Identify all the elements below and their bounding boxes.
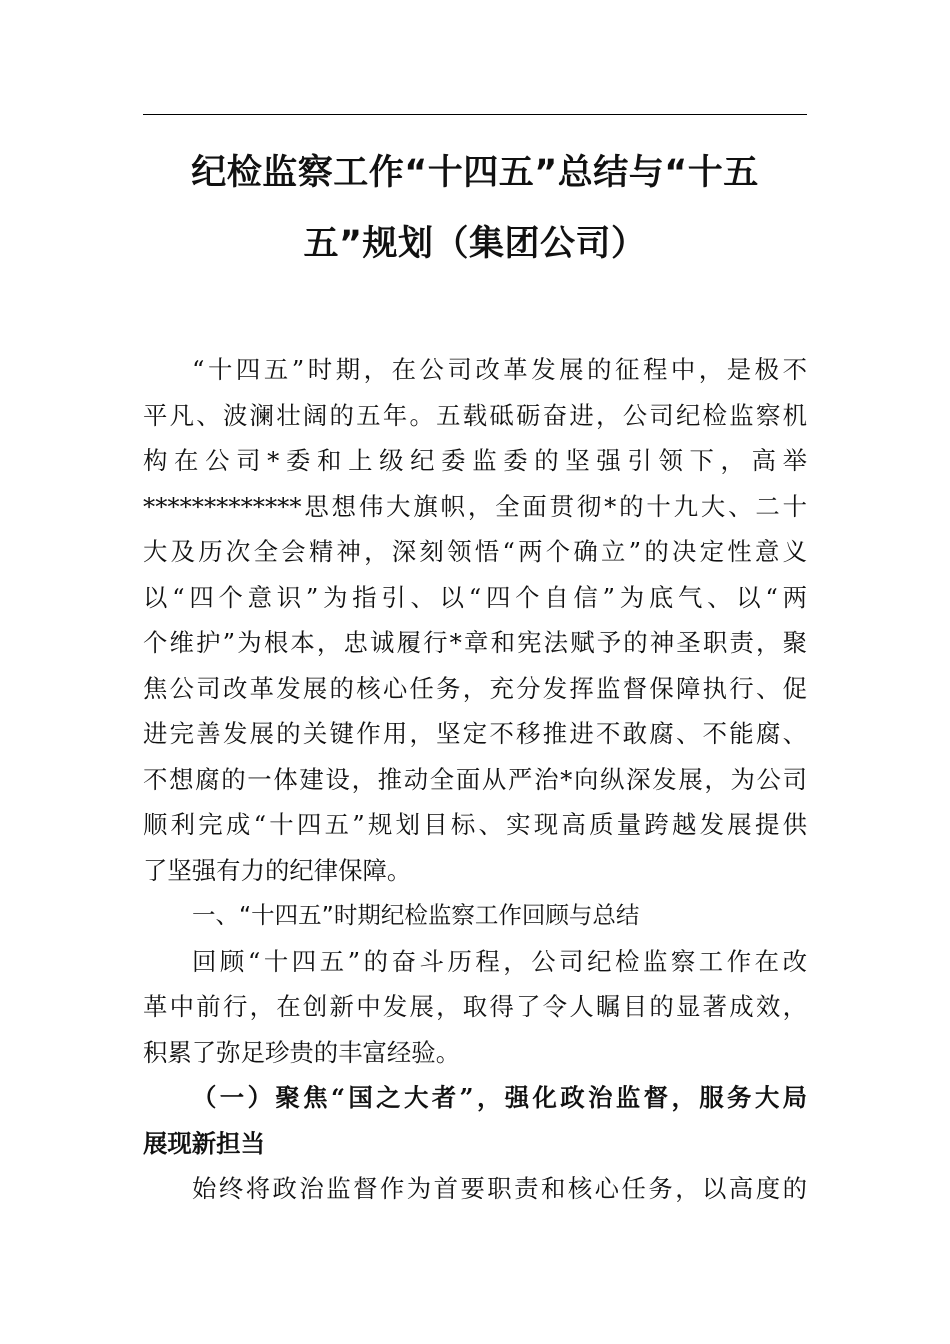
text-line: 革中前行，在创新中发展，取得了令人瞩目的显著成效， — [143, 992, 807, 1021]
text-line: 始终将政治监督作为首要职责和核心任务，以高度的 — [192, 1174, 807, 1203]
text-line: 了坚强有力的纪律保障。 — [143, 855, 412, 885]
document-body — [143, 347, 807, 1212]
paragraph-political-supervision — [143, 1166, 807, 1212]
document-title — [143, 138, 807, 280]
section-heading: 一、“十四五”时期纪检监察工作回顾与总结 — [192, 901, 640, 929]
text-line: 顺利完成“十四五”规划目标、实现高质量跨越发展提供 — [143, 810, 807, 839]
title-line-2: 五”规划（集团公司） — [303, 224, 647, 264]
text-line: “十四五”时期，在公司改革发展的征程中，是极不 — [192, 355, 807, 384]
text-line: 积累了弥足珍贵的丰富经验。 — [143, 1037, 461, 1067]
text-line: *************思想伟大旗帜，全面贯彻*的十九大、二十 — [143, 491, 807, 521]
text-line: 大及历次全会精神，深刻领悟“两个确立”的决定性意义 — [143, 537, 807, 566]
text-line: 不想腐的一体建设，推动全面从严治*向纵深发展，为公司 — [143, 764, 807, 794]
text-line: 构在公司*委和上级纪委监委的坚强引领下，高举 — [143, 446, 807, 475]
text-line: 进完善发展的关键作用，坚定不移推进不敢腐、不能腐、 — [143, 719, 807, 748]
paragraph-intro — [143, 347, 807, 893]
text-line: 展现新担当 — [143, 1128, 265, 1158]
text-line: （一）聚焦“国之大者”，强化政治监督，服务大局 — [192, 1083, 807, 1112]
text-line: 以“四个意识”为指引、以“四个自信”为底气、以“两 — [143, 582, 807, 612]
header-rule — [143, 114, 807, 115]
title-line-1: 纪检监察工作“十四五”总结与“十五 — [191, 153, 759, 193]
text-line: 个维护”为根本，忠诚履行*章和宪法赋予的神圣职责，聚 — [143, 628, 807, 657]
text-line: 平凡、波澜壮阔的五年。五载砥砺奋进，公司纪检监察机 — [143, 400, 807, 430]
text-line: 焦公司改革发展的核心任务，充分发挥监督保障执行、促 — [143, 673, 807, 703]
subsection-heading — [143, 1075, 807, 1166]
text-line: 回顾“十四五”的奋斗历程，公司纪检监察工作在改 — [192, 946, 807, 976]
paragraph-review — [143, 939, 807, 1076]
